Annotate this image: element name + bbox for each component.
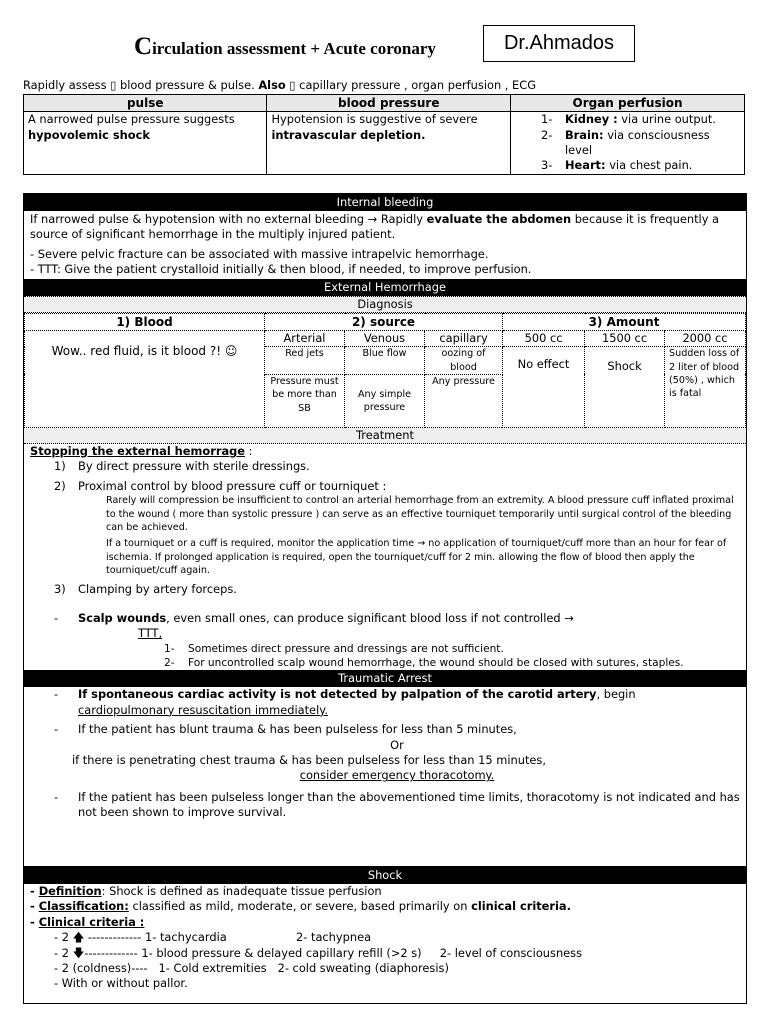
arrest-item-4: - If the patient has been pulseless longer than the abovementioned time limits, thoracotomy is not indicated and has not been shown to improve survival.: [54, 789, 740, 820]
traumatic-arrest-bar: Traumatic Arrest: [24, 670, 746, 687]
shock-criterion-2: - 2 🡇------------- 1- blood pressure & delayed capillary refill (>2 s) 2- level of consciousness: [54, 945, 583, 960]
source-arterial: Arterial: [265, 330, 345, 346]
organ-cell: [511, 112, 745, 175]
amount-2000: 2000 cc: [665, 330, 746, 346]
diagnosis-table: [24, 313, 746, 428]
intro-also: Also: [258, 78, 286, 92]
pulse-cell: [24, 112, 267, 175]
internal-bleeding-bar: Internal bleeding: [24, 194, 746, 211]
scalp-ttt: TTT,: [138, 626, 163, 641]
title-initial: C: [134, 33, 153, 60]
blood-text: Wow.. red fluid, is it blood ?! ☺: [25, 330, 265, 427]
amount-500: 500 cc: [503, 330, 585, 346]
bp-bold: intravascular depletion.: [271, 127, 426, 142]
amount-1500-effect: Shock: [585, 347, 665, 428]
internal-l2: - TTT: Give the patient crystalloid initially & then blood, if needed, to improve perfusion.: [30, 262, 532, 277]
treatment-body: Stopping the external hemorrage : 1) By direct pressure with sterile dressings. 2) Proximal control by blood pressure cuff or tourniquet : Rarely will compression be insufficient to control an arterial hemorrhage from an extremity. A blood pressure cuff inflated proximal to the wound ( more than systolic pressure ) can serve as an effective tourniquet temporarily until surgical control of the bleeding can be achieved. If a tourniquet or a cuff is required, monitor the application time → no application of tourniquet/cuff more than an hour for fear of ischemia. If prolonged application is required, open the tourniquet/cuff for 2 min. allowing the flow of blood then apply the tourniquet/cuff again. 3) Clamping by artery forceps. - Scalp wounds, even small ones, can produce significant blood loss if not controlled → TTT, 1- Sometimes direct pressure and dressings are not sufficient. 2- For uncontrolled scalp wound hemorrhage, the wound should be closed with sutures, staples.: [24, 444, 746, 670]
arrest-item-3: if there is penetrating chest trauma & has been pulseless for less than 15 minutes,: [72, 753, 546, 768]
shock-body: [24, 884, 746, 992]
arrest-thoracotomy: consider emergency thoracotomy.: [299, 768, 495, 783]
shock-definition: - Definition: Shock is defined as inadequate tissue perfusion: [30, 884, 382, 898]
pulse-bold: hypovolemic shock: [28, 127, 150, 142]
treatment-note-1: Rarely will compression be insufficient to control an arterial hemorrhage from an extremity. A blood pressure cuff inflated proximal to the wound ( more than systolic pressure ) can serve as an effective tourniquet temporarily until surgical control of the bleeding can be achieved.: [106, 495, 734, 533]
organ-item: 1- Kidney : via urine output.: [541, 112, 716, 127]
organ-header: Organ perfusion: [511, 95, 745, 112]
title-rest: irculation assessment + Acute coronary: [152, 39, 436, 58]
arrest-body: [24, 687, 746, 820]
arrest-or: Or: [390, 737, 404, 752]
source-capillary: capillary: [425, 330, 503, 346]
venous-flow: Blue flow: [345, 347, 425, 375]
arterial-pressure: Pressure must be more than SB: [265, 374, 345, 427]
scalp-item-1: 1- Sometimes direct pressure and dressings are not sufficient.: [164, 642, 504, 655]
shock-bar: Shock: [24, 867, 746, 884]
intro-text-a: Rapidly assess ▯ blood pressure & pulse.: [23, 78, 255, 92]
intro-line: [23, 78, 536, 93]
pulse-header: pulse: [24, 95, 267, 112]
capillary-pressure: Any pressure: [425, 374, 503, 427]
treatment-bar: Treatment: [24, 428, 746, 444]
col-blood: 1) Blood: [25, 313, 265, 330]
col-source: 2) source: [265, 313, 503, 330]
shock-criterion-1: - 2 🡅 ------------- 1- tachycardia 2- tachypnea: [54, 930, 372, 945]
amount-500-effect: No effect: [503, 347, 585, 428]
author-box: Dr.Ahmados: [483, 25, 635, 62]
venous-pressure: Any simple pressure: [345, 374, 425, 427]
shock-classification: - Classification: classified as mild, moderate, or severe, based primarily on clinical criteria.: [30, 899, 571, 914]
amount-1500: 1500 cc: [585, 330, 665, 346]
main-section: [23, 193, 747, 884]
capillary-flow: oozing of blood: [425, 347, 503, 375]
shock-criteria-label: - Clinical criteria :: [30, 914, 145, 929]
scalp-wounds: - Scalp wounds, even small ones, can produce significant blood loss if not controlled →: [54, 611, 574, 626]
page-title: [134, 30, 436, 64]
treatment-item-2: 2) Proximal control by blood pressure cuff or tourniquet :: [54, 478, 387, 493]
source-venous: Venous: [345, 330, 425, 346]
shock-section: [23, 866, 747, 1004]
internal-p1: If narrowed pulse & hypotension with no external bleeding → Rapidly evaluate the abdomen because it is frequently a source of significant hemorrhage in the multiply injured patient.: [30, 212, 720, 242]
bp-cell: [267, 112, 511, 175]
arrest-item-1: - If spontaneous cardiac activity is not detected by palpation of the carotid artery, begin cardiopulmonary resuscitation immediately.: [54, 687, 636, 717]
internal-bleeding-body: [24, 211, 746, 278]
bp-text: Hypotension is suggestive of severe: [271, 112, 478, 127]
col-amount: 3) Amount: [503, 313, 746, 330]
scalp-item-2: 2- For uncontrolled scalp wound hemorrhage, the wound should be closed with sutures, staples.: [164, 657, 684, 670]
shock-criterion-3: - 2 (coldness)---- 1- Cold extremities 2- cold sweating (diaphoresis): [54, 960, 449, 975]
shock-criterion-4: - With or without pallor.: [54, 976, 188, 991]
arrest-item-2: - If the patient has blunt trauma & has been pulseless for less than 5 minutes,: [54, 722, 517, 737]
arterial-flow: Red jets: [265, 347, 345, 375]
assessment-table: [23, 94, 745, 175]
treatment-heading: Stopping the external hemorrage: [30, 443, 246, 458]
pulse-text: A narrowed pulse pressure suggests: [28, 112, 235, 127]
internal-l1: - Severe pelvic fracture can be associated with massive intrapelvic hemorrhage.: [30, 246, 489, 261]
organ-item: 3- Heart: via chest pain.: [541, 158, 693, 173]
diagnosis-bar: Diagnosis: [24, 296, 746, 313]
treatment-item-3: 3) Clamping by artery forceps.: [54, 581, 237, 596]
bp-header: blood pressure: [267, 95, 511, 112]
organ-item: 2- Brain: via consciousness level: [541, 127, 710, 157]
treatment-item-1: 1) By direct pressure with sterile dressings.: [54, 459, 310, 474]
external-hemorrhage-bar: External Hemorrhage: [24, 279, 746, 296]
treatment-note-2: If a tourniquet or a cuff is required, monitor the application time → no application of tourniquet/cuff more than an hour for fear of ischemia. If prolonged application is required, open the tourniquet/cuff for 2 min. allowing the flow of blood then apply the tourniquet/cuff again.: [106, 538, 727, 577]
amount-2000-effect: Sudden loss of 2 liter of blood (50%) , which is fatal: [665, 347, 746, 428]
intro-text-b: ▯ capillary pressure , organ perfusion , ECG: [289, 78, 537, 92]
